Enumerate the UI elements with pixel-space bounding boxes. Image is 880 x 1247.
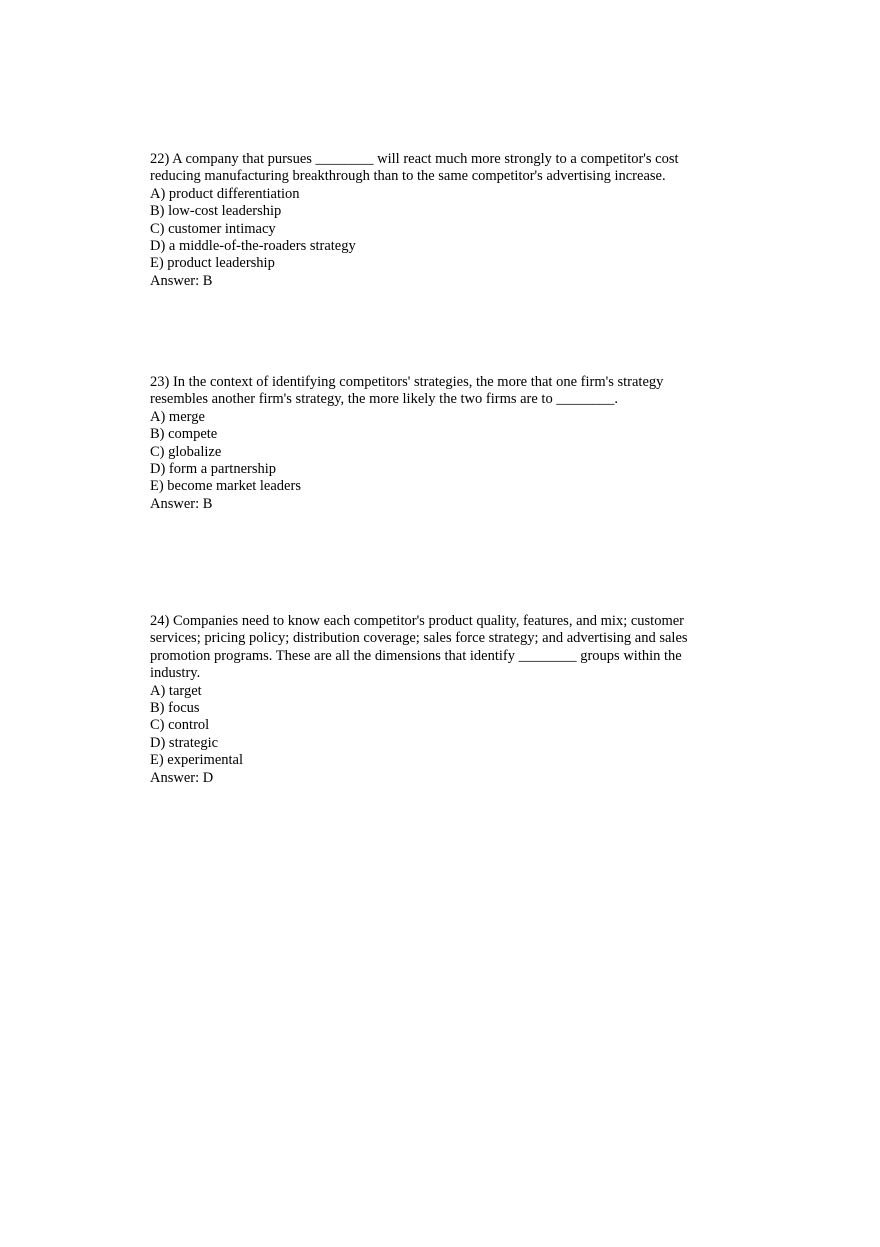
option-e: E) product leadership [150, 255, 275, 272]
option-b: B) low-cost leadership [150, 203, 282, 220]
question-stem: 22) A company that pursues ________ will react much more strongly to a competitor's cost reducing manufacturing breakthrough than to the same competitor's advertising increase. [150, 151, 679, 185]
option-d: D) strategic [150, 734, 219, 751]
question-stem: 23) In the context of identifying competitors' strategies, the more that one firm's strategy resembles another firm's strategy, the more likely the two firms are to ________. [150, 374, 664, 408]
answer-line: Answer: B [150, 495, 213, 512]
answer-options [150, 186, 710, 273]
question-22 [150, 151, 710, 290]
question-23 [150, 374, 710, 513]
answer-line: Answer: D [150, 769, 214, 786]
option-b: B) compete [150, 426, 218, 443]
option-a: A) merge [150, 408, 205, 425]
option-e: E) experimental [150, 752, 243, 769]
option-d: D) a middle-of-the-roaders strategy [150, 238, 356, 255]
option-b: B) focus [150, 700, 200, 717]
option-a: A) product differentiation [150, 185, 300, 202]
answer-line: Answer: B [150, 272, 213, 289]
option-c: C) customer intimacy [150, 220, 276, 237]
option-c: C) control [150, 717, 210, 734]
option-e: E) become market leaders [150, 478, 301, 495]
option-a: A) target [150, 682, 202, 699]
answer-options [150, 409, 710, 496]
option-d: D) form a partnership [150, 461, 277, 478]
question-stem: 24) Companies need to know each competitor's product quality, features, and mix; customer services; pricing policy; distribution coverage; sales force strategy; and advertising and sales promotion programs. These are all the dimensions that identify ________ groups within the industry. [150, 613, 688, 682]
question-24 [150, 613, 710, 787]
option-c: C) globalize [150, 443, 222, 460]
answer-options [150, 683, 710, 770]
